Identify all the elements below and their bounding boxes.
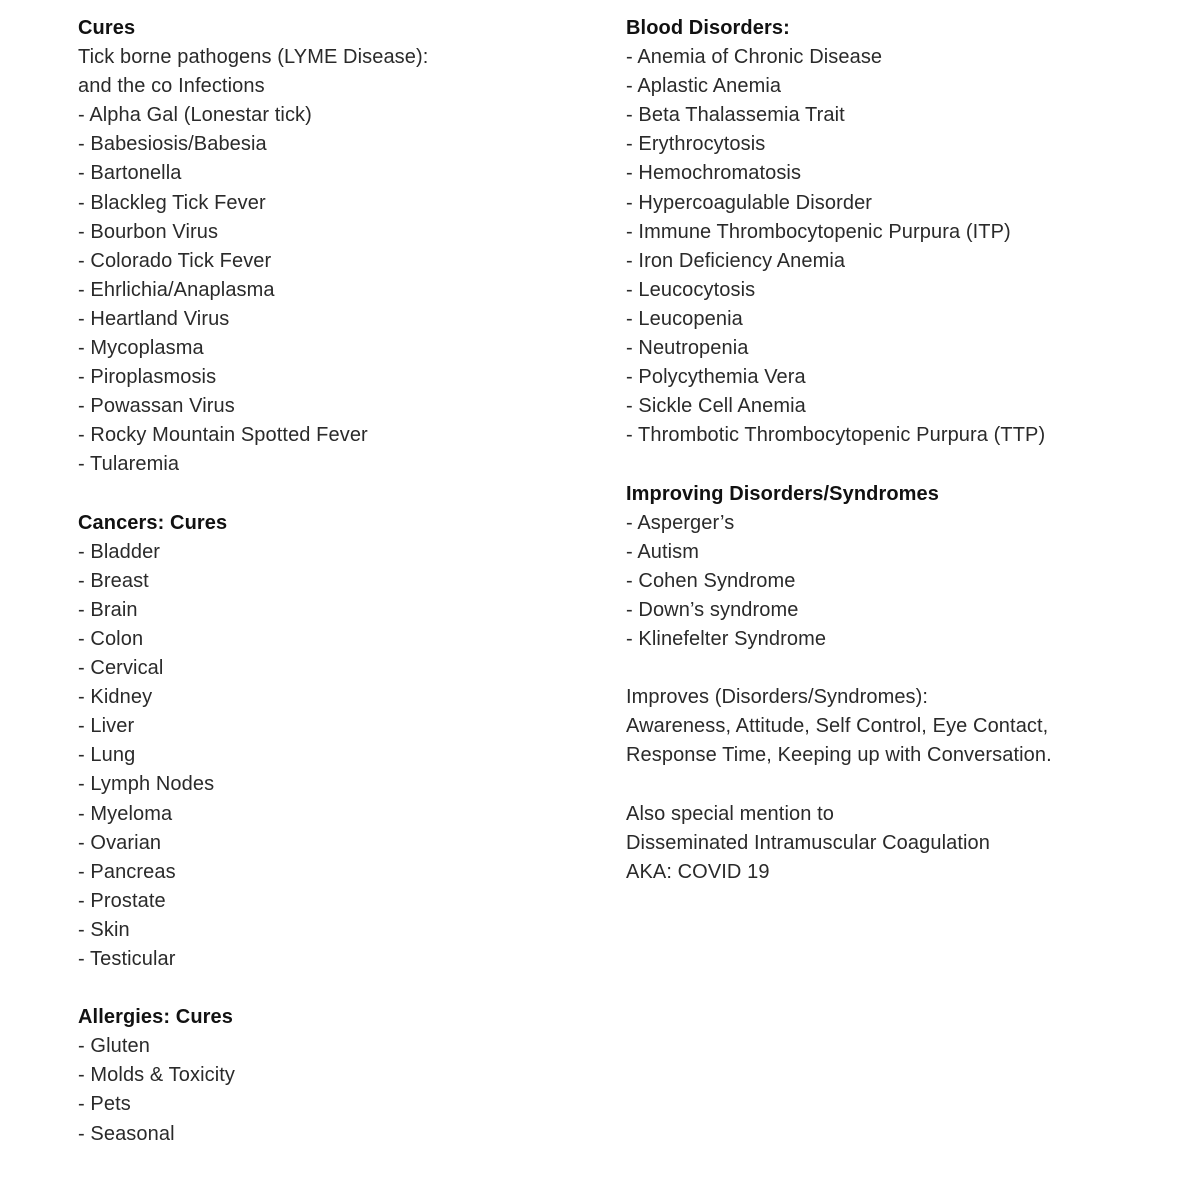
- blood-list-item: - Polycythemia Vera: [626, 366, 806, 389]
- tick-list-item: - Heartland Virus: [78, 307, 230, 330]
- improves-paragraph-line: Improves (Disorders/Syndromes):: [626, 686, 929, 709]
- tick-list-item: - Alpha Gal (Lonestar tick): [78, 104, 312, 127]
- blood-section-heading: Blood Disorders:: [626, 17, 790, 39]
- cancer-list-item: - Liver: [78, 715, 135, 738]
- tick-list-item: - Blackleg Tick Fever: [78, 191, 266, 214]
- cancer-list-item: - Testicular: [78, 948, 176, 970]
- tick-intro-line: and the co Infections: [78, 75, 265, 98]
- blood-list-item: - Leucocytosis: [626, 278, 756, 301]
- section-spacer: [626, 770, 1186, 799]
- cancer-list-item: - Ovarian: [78, 831, 162, 854]
- blood-list-item: - Iron Deficiency Anemia: [626, 249, 846, 272]
- section-spacer: [78, 974, 598, 1003]
- cancer-list-item: - Breast: [78, 569, 149, 592]
- cancer-list-item: - Cervical: [78, 657, 164, 680]
- left-column: [78, 14, 598, 1149]
- improving-section-heading: Improving Disorders/Syndromes: [626, 482, 939, 505]
- improving-list-item: - Klinefelter Syndrome: [626, 627, 827, 650]
- allergy-list-item: - Pets: [78, 1093, 131, 1116]
- cancer-list-item: - Pancreas: [78, 860, 176, 883]
- blood-list-item: - Aplastic Anemia: [626, 75, 782, 98]
- cancer-list-item: - Lymph Nodes: [78, 773, 215, 796]
- cancer-list-item: - Myeloma: [78, 802, 173, 825]
- tick-list-item: - Tularemia: [78, 453, 180, 476]
- cancer-list-item: - Skin: [78, 918, 130, 941]
- cancer-list-item: - Bladder: [78, 540, 161, 563]
- right-column: [626, 14, 1186, 887]
- section-spacer: [626, 450, 1186, 479]
- blood-list-item: - Hemochromatosis: [626, 162, 802, 185]
- cancer-list-item: - Prostate: [78, 889, 166, 912]
- mention-paragraph-line: Disseminated Intramuscular Coagulation: [626, 831, 990, 854]
- cancer-list-item: - Kidney: [78, 686, 153, 709]
- tick-list-item: - Bourbon Virus: [78, 220, 219, 243]
- blood-list-item: - Hypercoagulable Disorder: [626, 191, 873, 214]
- blood-list-item: - Anemia of Chronic Disease: [626, 46, 883, 69]
- tick-list-item: - Rocky Mountain Spotted Fever: [78, 424, 368, 447]
- tick-intro-line: Tick borne pathogens (LYME Disease):: [78, 46, 429, 69]
- blood-list-item: - Neutropenia: [626, 337, 749, 360]
- blood-list-item: - Sickle Cell Anemia: [626, 395, 806, 418]
- blood-list-item: - Erythrocytosis: [626, 133, 766, 156]
- cancer-list-item: - Colon: [78, 627, 144, 650]
- cancer-list-item: - Lung: [78, 744, 136, 767]
- tick-list-item: - Bartonella: [78, 162, 182, 185]
- allergies-section-heading: Allergies: Cures: [78, 1006, 233, 1029]
- section-spacer: [626, 654, 1186, 683]
- tick-list-item: - Ehrlichia/Anaplasma: [78, 278, 275, 301]
- tick-list-item: - Babesiosis/Babesia: [78, 133, 267, 156]
- tick-section-heading: Cures: [78, 17, 136, 39]
- improving-list-item: - Autism: [626, 540, 700, 563]
- tick-list-item: - Mycoplasma: [78, 337, 204, 360]
- allergy-list-item: - Gluten: [78, 1035, 150, 1058]
- improving-list-item: - Asperger’s: [626, 511, 735, 534]
- improving-list-item: - Cohen Syndrome: [626, 569, 796, 592]
- blood-list-item: - Leucopenia: [626, 307, 743, 330]
- improves-paragraph-line: Response Time, Keeping up with Conversation.: [626, 744, 1052, 767]
- tick-list-item: - Colorado Tick Fever: [78, 249, 272, 272]
- allergy-list-item: - Molds & Toxicity: [78, 1064, 236, 1087]
- cancers-section-heading: Cancers: Cures: [78, 511, 228, 534]
- improves-paragraph-line: Awareness, Attitude, Self Control, Eye Contact,: [626, 715, 1049, 738]
- tick-list-item: - Piroplasmosis: [78, 366, 217, 389]
- blood-list-item: - Immune Thrombocytopenic Purpura (ITP): [626, 220, 1011, 243]
- mention-paragraph-line: Also special mention to: [626, 802, 834, 825]
- cancer-list-item: - Brain: [78, 598, 138, 621]
- blood-list-item: - Thrombotic Thrombocytopenic Purpura (TTP): [626, 424, 1046, 447]
- allergy-list-item: - Seasonal: [78, 1122, 175, 1145]
- improving-list-item: - Down’s syndrome: [626, 598, 799, 621]
- mention-paragraph-line: AKA: COVID 19: [626, 860, 770, 883]
- tick-list-item: - Powassan Virus: [78, 395, 235, 418]
- section-spacer: [78, 480, 598, 509]
- blood-list-item: - Beta Thalassemia Trait: [626, 104, 845, 127]
